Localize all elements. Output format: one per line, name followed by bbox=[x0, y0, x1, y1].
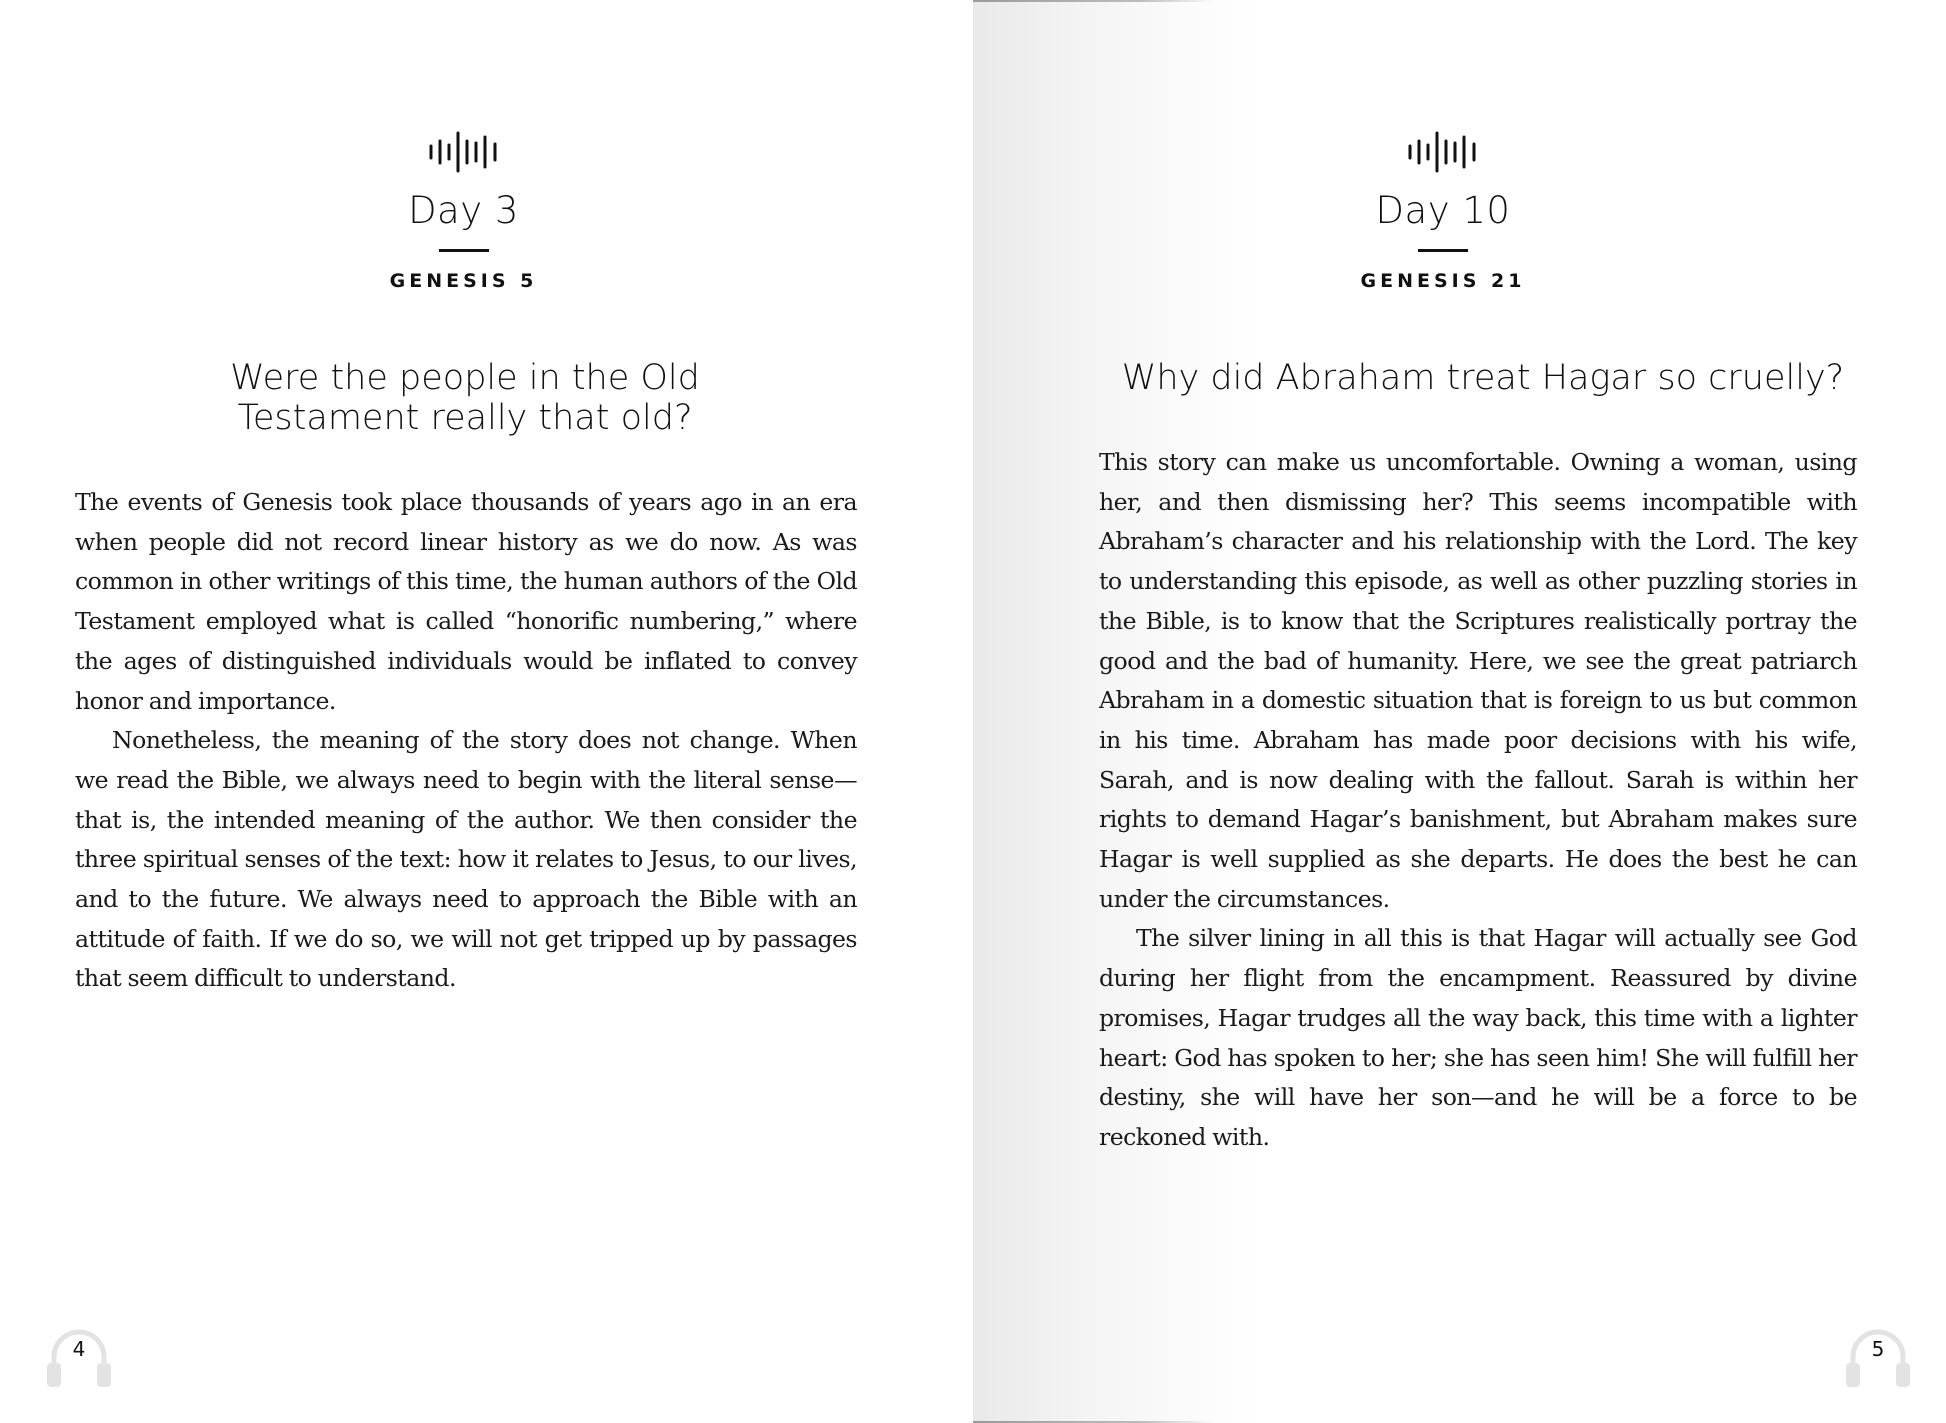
paragraph: Nonetheless, the meaning of the story does not change. When we read the Bible, we always need to begin with the literal sense—that is, the intended meaning of the author. We then consider the three spiritual senses of the text: how it relates to Jesus, to our lives, and to the future. We always need to approach the Bible with an attitude of faith. If we do so, we will not get tripped up by passages that seem difficult to understand. bbox=[75, 726, 857, 993]
chapter-reference: GENESIS 5 bbox=[389, 270, 538, 292]
right-page bbox=[973, 0, 1946, 1423]
page-number: 5 bbox=[1871, 1337, 1885, 1361]
page-folio bbox=[44, 1321, 114, 1391]
question-heading: Why did Abraham treat Hagar so cruelly? bbox=[1121, 358, 1845, 398]
paragraph: The silver lining in all this is that Hagar will actually see God during her flight from the encampment. Reassured by divine promises, Hagar trudges all the way back, this time with a lighter heart: God has spoken to her; she has seen him! She will fulfill her destiny, she will have her son—and he will be a force to be reckoned with. bbox=[1099, 924, 1857, 1151]
paragraph: This story can make us uncomfortable. Owning a woman, using her, and then dismissing her? This seems incompatible with Abraham’s character and his relationship with the Lord. The key to understanding this episode, as well as other puzzling stories in the Bible, is to know that the Scriptures realistically portray the good and the bad of humanity. Here, we see the great patriarch Abraham in a domestic situation that is foreign to us but common in his time. Abraham has made poor decisions with his wife, Sarah, and is now dealing with the fallout. Sarah is within her rights to demand Hagar’s banishment, but Abraham makes sure Hagar is well supplied as she departs. He does the best he can under the circumstances. bbox=[1099, 448, 1857, 913]
body-text bbox=[1099, 443, 1857, 1158]
day-label: Day 10 bbox=[1375, 189, 1511, 232]
sound-wave-icon bbox=[426, 130, 502, 174]
page-folio bbox=[1843, 1321, 1913, 1391]
question-heading: Were the people in the Old Testament really that old? bbox=[230, 358, 700, 438]
divider-rule bbox=[439, 249, 489, 252]
chapter-reference: GENESIS 21 bbox=[1360, 270, 1526, 292]
divider-rule bbox=[1418, 249, 1468, 252]
body-text bbox=[75, 483, 857, 999]
day-header bbox=[0, 130, 927, 291]
sound-wave-icon bbox=[1405, 130, 1481, 174]
paragraph: The events of Genesis took place thousands of years ago in an era when people did not record linear history as we do now. As was common in other writings of this time, the human authors of the Old Testament employed what is called “honorific numbering,” where the ages of distinguished individuals would be inflated to convey honor and importance. bbox=[75, 488, 857, 715]
day-header bbox=[943, 130, 1943, 291]
page-edge-line bbox=[973, 0, 1213, 2]
day-label: Day 3 bbox=[408, 189, 519, 232]
page-number: 4 bbox=[72, 1337, 86, 1361]
